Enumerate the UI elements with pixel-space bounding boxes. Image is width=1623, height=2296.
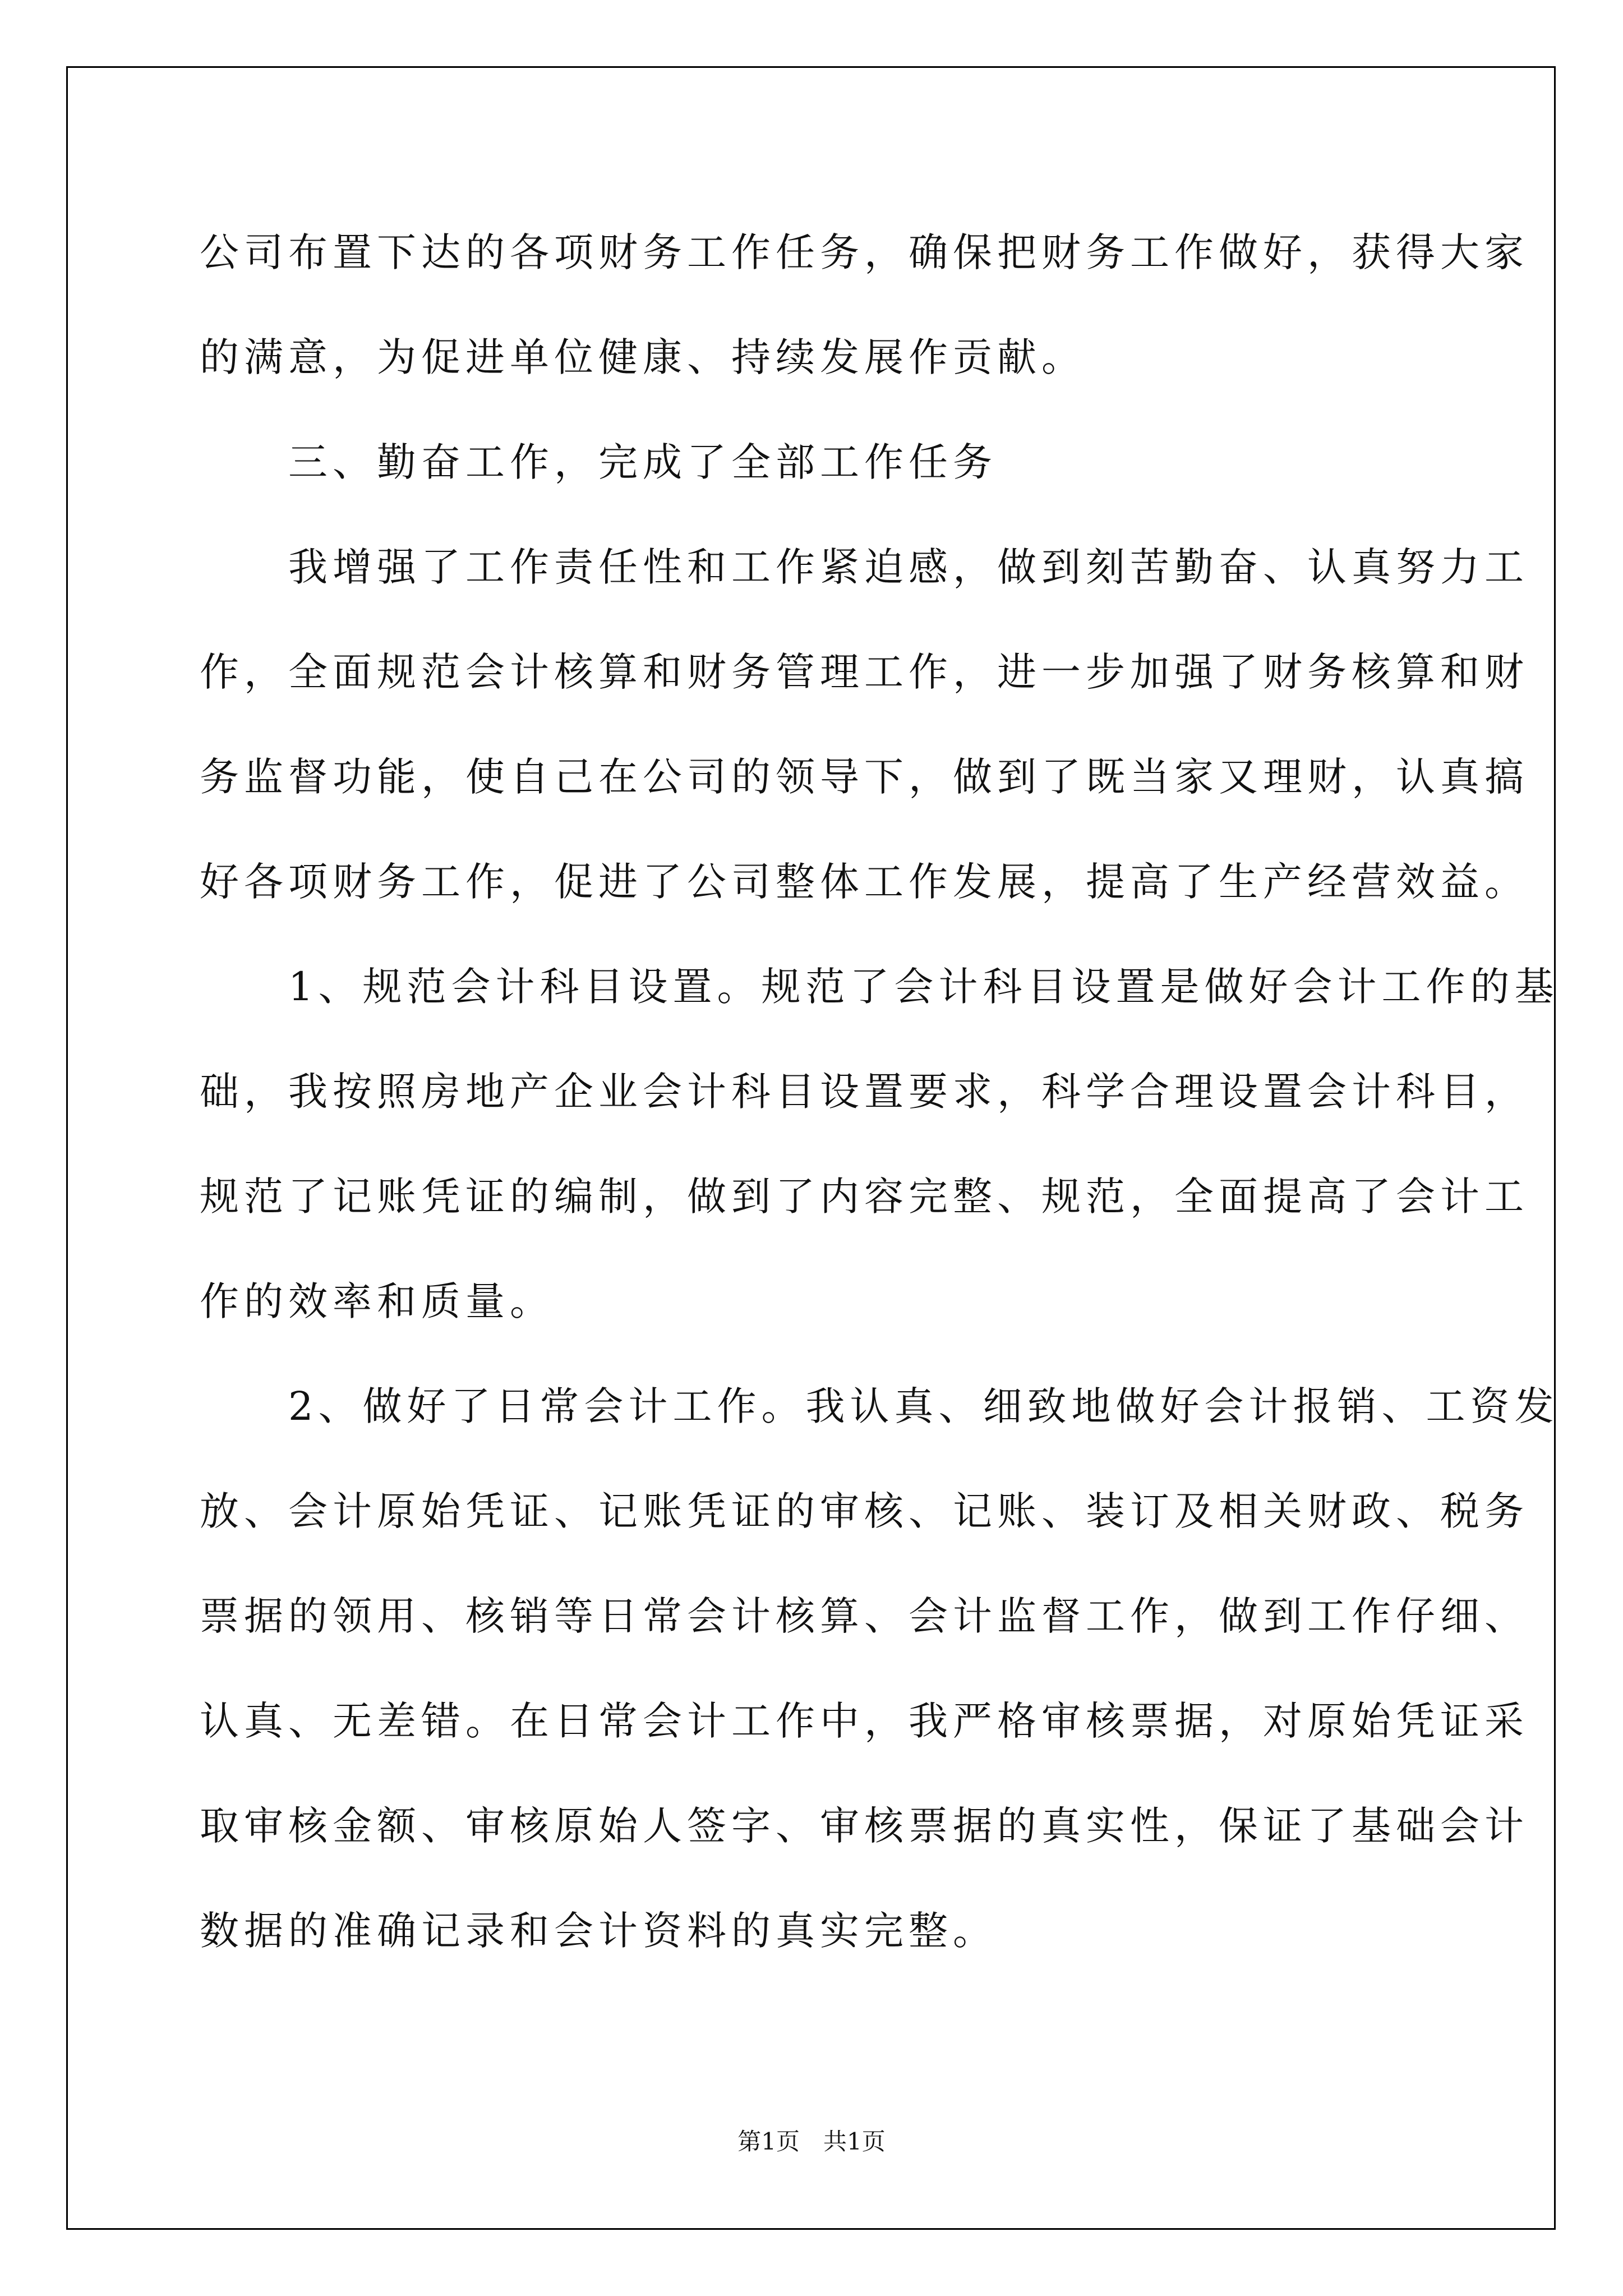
text-line: 放、会计原始凭证、记账凭证的审核、记账、装订及相关财政、税务 [200, 1488, 1529, 1534]
page-footer: 第1页 共1页 [737, 2128, 886, 2155]
text-line: 的满意，为促进单位健康、持续发展作贡献。 [200, 334, 1086, 380]
text-line: 作，全面规范会计核算和财务管理工作，进一步加强了财务核算和财 [200, 649, 1529, 695]
text-line: 数据的准确记录和会计资料的真实完整。 [200, 1908, 997, 1954]
text-line: 我增强了工作责任性和工作紧迫感，做到刻苦勤奋、认真努力工 [200, 544, 1529, 590]
text-line: 1、规范会计科目设置。规范了会计科目设置是做好会计工作的基 [200, 964, 1559, 1010]
text-line: 务监督功能，使自己在公司的领导下，做到了既当家又理财，认真搞 [200, 754, 1529, 800]
text-line: 认真、无差错。在日常会计工作中，我严格审核票据，对原始凭证采 [200, 1698, 1529, 1744]
text-line: 础，我按照房地产企业会计科目设置要求，科学合理设置会计科目， [200, 1069, 1529, 1115]
text-line: 票据的领用、核销等日常会计核算、会计监督工作，做到工作仔细、 [200, 1593, 1529, 1639]
text-line: 2、做好了日常会计工作。我认真、细致地做好会计报销、工资发 [200, 1383, 1559, 1429]
section-heading: 三、勤奋工作，完成了全部工作任务 [200, 439, 997, 485]
text-line: 好各项财务工作，促进了公司整体工作发展，提高了生产经营效益。 [200, 859, 1529, 905]
text-line: 公司布置下达的各项财务工作任务，确保把财务工作做好，获得大家 [200, 229, 1529, 275]
text-line: 规范了记账凭证的编制，做到了内容完整、规范，全面提高了会计工 [200, 1174, 1529, 1220]
text-line: 作的效率和质量。 [200, 1278, 554, 1324]
text-line: 取审核金额、审核原始人签字、审核票据的真实性，保证了基础会计 [200, 1803, 1529, 1849]
